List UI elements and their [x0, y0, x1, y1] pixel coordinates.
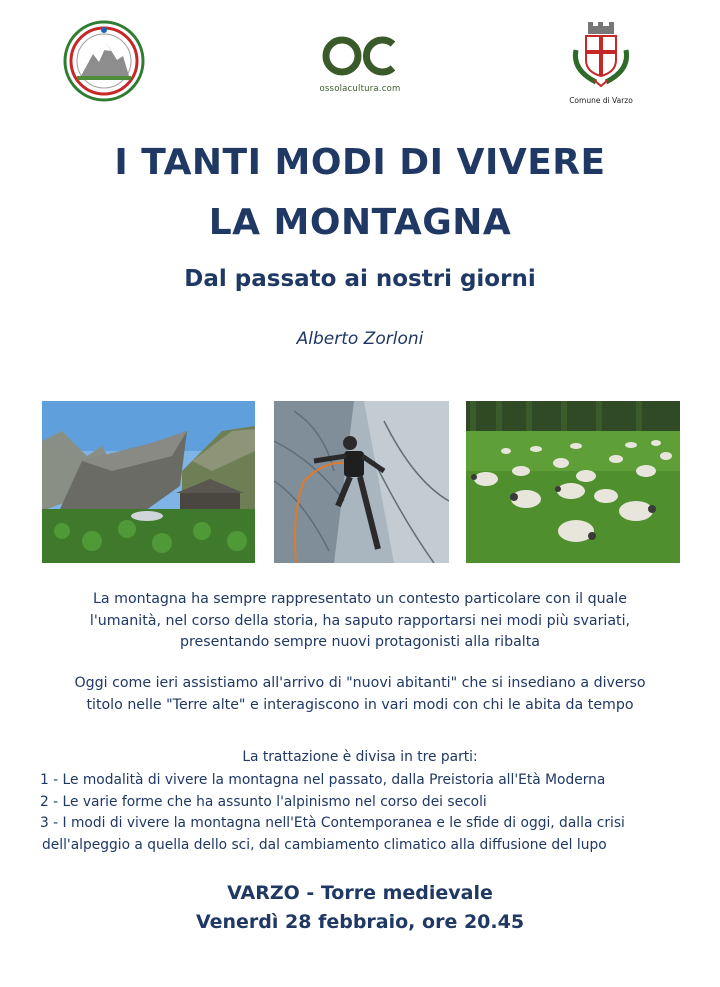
- ossolacultura-logo: [310, 34, 410, 94]
- list-item: 3 - I modi di vivere la montagna nell'Età Contemporanea e le sfide di oggi, dalla crisi: [40, 815, 625, 832]
- page-title-line2: LA MONTAGNA: [208, 202, 512, 243]
- comune-di-varzo-logo: [560, 20, 642, 105]
- cai-badge-icon: [63, 20, 145, 102]
- coat-of-arms-icon: [566, 20, 636, 90]
- today-paragraph: [30, 673, 690, 716]
- parts-heading: La trattazione è divisa in tre parti:: [242, 749, 478, 765]
- subtitle: Dal passato ai nostri giorni: [184, 266, 536, 292]
- author-name: Alberto Zorloni: [296, 329, 424, 349]
- ossolacultura-site-label: ossolacultura.com: [319, 84, 401, 94]
- intro-line: presentando sempre nuovi protagonisti alla ribalta: [180, 634, 540, 650]
- sheep-flock-photo: [466, 401, 680, 563]
- parts-list: [40, 770, 700, 857]
- event-place: VARZO - Torre medievale: [227, 882, 493, 904]
- page-title-line1: I TANTI MODI DI VIVERE: [114, 142, 606, 183]
- today-line: Oggi come ieri assistiamo all'arrivo di "nuovi abitanti" che si insediano a diverso: [74, 675, 646, 691]
- today-line: titolo nelle "Terre alte" e interagiscono in vari modi con chi le abita da tempo: [86, 696, 634, 713]
- mountain-boulder-hut-photo: [42, 401, 255, 563]
- oc-mark-icon: [321, 34, 399, 78]
- list-item: 2 - Le varie forme che ha assunto l'alpinismo nel corso dei secoli: [40, 793, 487, 810]
- rock-climber-photo: [274, 401, 449, 563]
- comune-caption: Comune di Varzo: [569, 96, 633, 105]
- list-item-continuation: dell'alpeggio a quella dello sci, dal cambiamento climatico alla diffusione del lupo: [42, 837, 607, 854]
- event-datetime: Venerdì 28 febbraio, ore 20.45: [195, 911, 525, 933]
- list-item: 1 - Le modalità di vivere la montagna nel passato, dalla Preistoria all'Età Moderna: [40, 772, 606, 788]
- intro-paragraph: [30, 589, 690, 654]
- intro-line: La montagna ha sempre rappresentato un contesto particolare con il quale: [93, 591, 627, 607]
- intro-line: l'umanità, nel corso della storia, ha saputo rapportarsi nei modi più svariati,: [89, 612, 631, 629]
